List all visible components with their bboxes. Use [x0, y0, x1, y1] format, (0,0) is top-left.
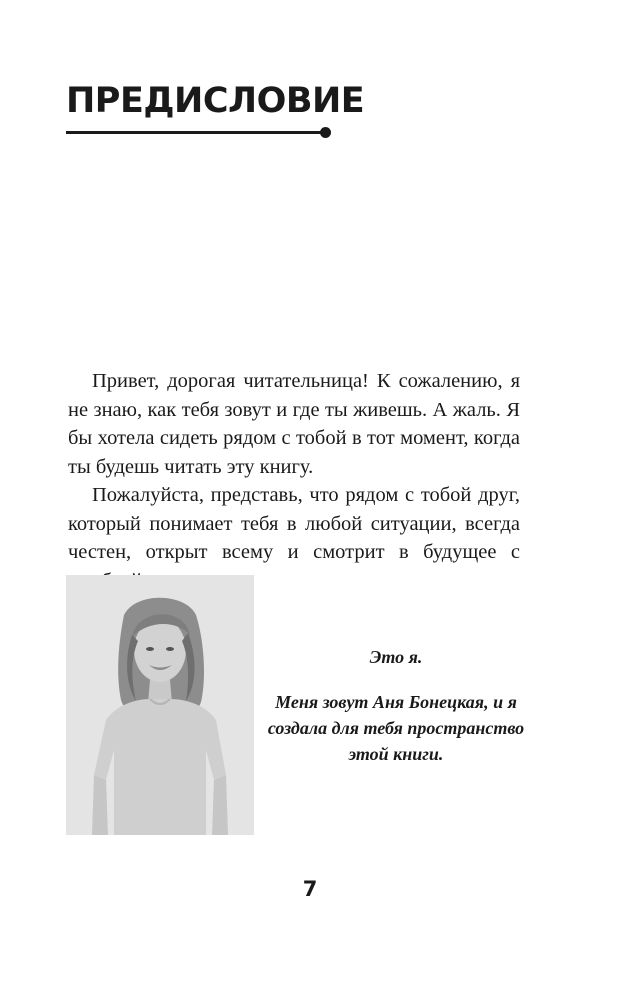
body-text	[68, 367, 520, 595]
title-underline	[66, 131, 322, 134]
photo-caption	[262, 644, 530, 767]
paragraph-2: Пожалуйста, представь, что рядом с тобой друг, который понимает тебя в любой ситуации, всегда честен, открыт всему и смотрит в будущее с	[68, 484, 520, 563]
page-number: 7	[302, 877, 318, 901]
paragraph-1: Привет, дорогая читательница! К сожалению, я не знаю, как тебя зовут и где ты живешь. А жаль. Я бы хотела сидеть рядом с тобой в тот момент, когда ты будешь читать эту книгу.	[68, 370, 520, 478]
caption-line-2: Меня зовут Аня Бонецкая, и я создала для тебя пространство этой книги.	[267, 692, 525, 764]
author-photo	[66, 575, 254, 835]
caption-line-1: Это я.	[369, 647, 423, 667]
chapter-heading	[66, 81, 365, 121]
title-underline-dot	[320, 127, 331, 138]
chapter-title: ПРЕДИСЛОВИЕ	[66, 81, 365, 121]
